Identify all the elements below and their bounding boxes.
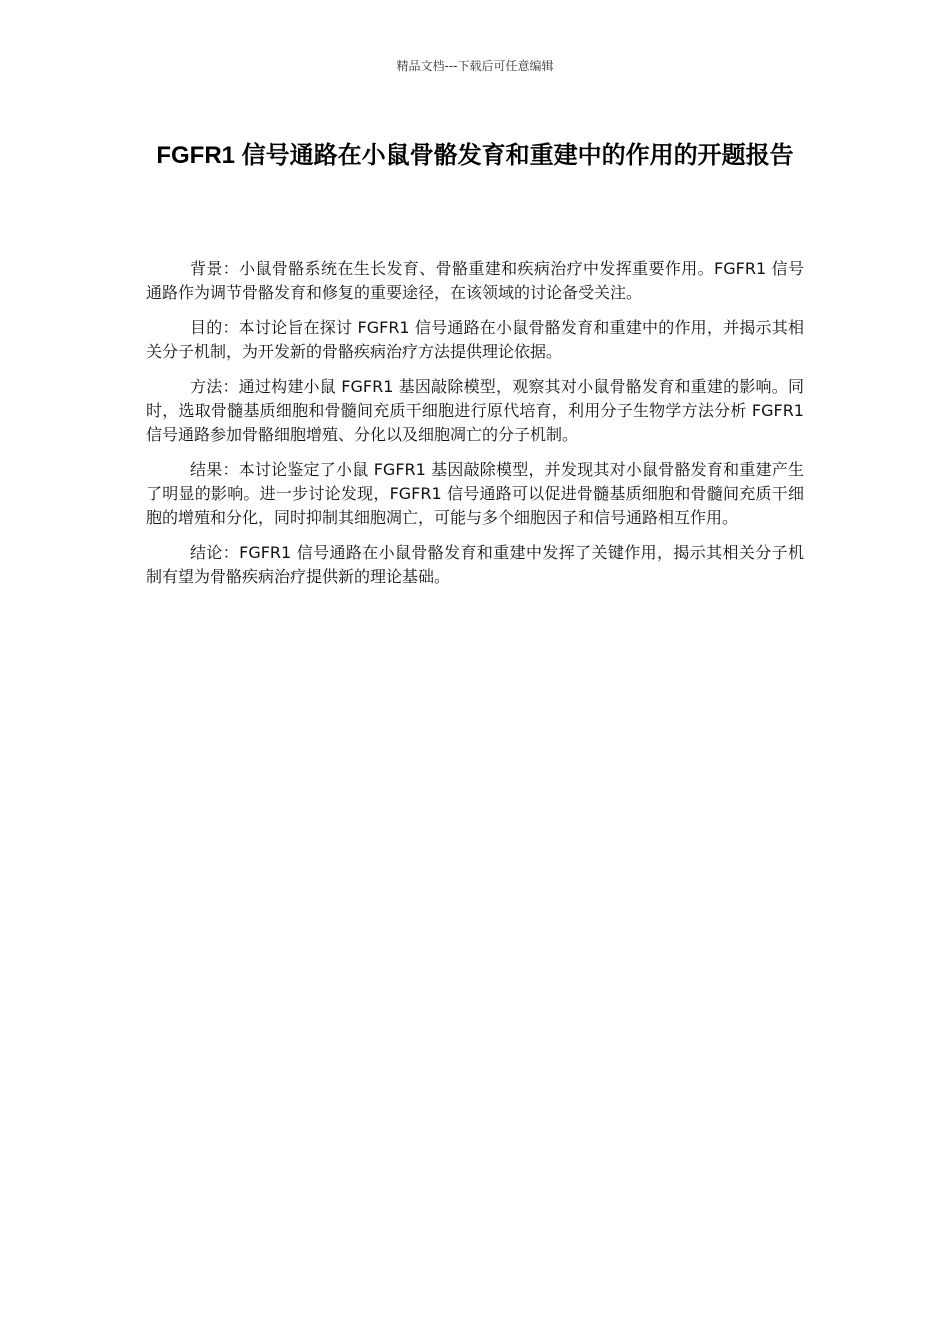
paragraph-methods: 方法：通过构建小鼠 FGFR1 基因敲除模型，观察其对小鼠骨骼发育和重建的影响。同时，选取骨髓基质细胞和骨髓间充质干细胞进行原代培育，利用分子生物学方法分析 FGFR1 信号通路参加骨骼细胞增殖、分化以及细胞凋亡的分子机制。: [146, 377, 804, 444]
paragraph-conclusion: 结论：FGFR1 信号通路在小鼠骨骼发育和重建中发挥了关键作用，揭示其相关分子机制有望为骨骼疾病治疗提供新的理论基础。: [146, 543, 804, 586]
page-header: 精品文档---下载后可任意编辑: [396, 59, 554, 73]
paragraph-results: 结果：本讨论鉴定了小鼠 FGFR1 基因敲除模型，并发现其对小鼠骨骼发育和重建产生了明显的影响。进一步讨论发现，FGFR1 信号通路可以促进骨髓基质细胞和骨髓间充质干细胞的增殖和分化，同时抑制其细胞凋亡，可能与多个细胞因子和信号通路相互作用。: [146, 460, 804, 527]
paragraph-background: 背景：小鼠骨骼系统在生长发育、骨骼重建和疾病治疗中发挥重要作用。FGFR1 信号通路作为调节骨骼发育和修复的重要途径，在该领域的讨论备受关注。: [146, 259, 804, 302]
document-title: FGFR1 信号通路在小鼠骨骼发育和重建中的作用的开题报告: [156, 142, 794, 169]
document-body: [146, 257, 804, 600]
paragraph-objective: 目的：本讨论旨在探讨 FGFR1 信号通路在小鼠骨骼发育和重建中的作用，并揭示其相关分子机制，为开发新的骨骼疾病治疗方法提供理论依据。: [146, 318, 804, 361]
